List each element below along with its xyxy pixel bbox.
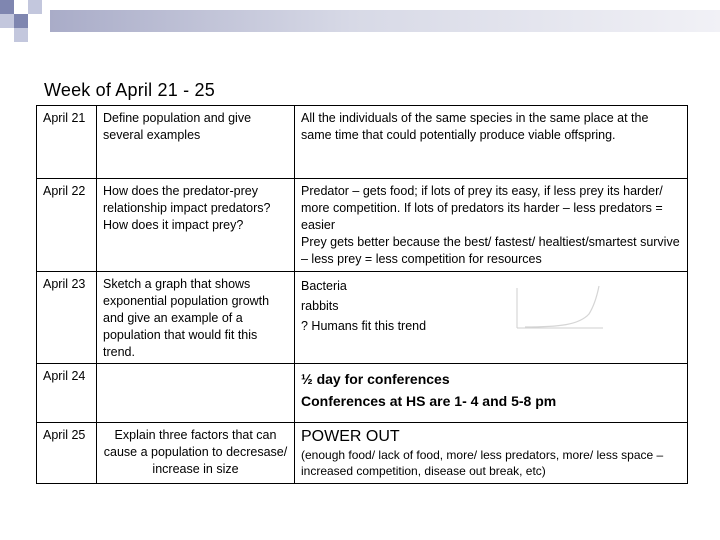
answer-cell <box>295 179 688 272</box>
answer-text: (enough food/ lack of food, more/ less predators, more/ less space – increased competition, disease out break, etc) <box>301 448 664 478</box>
table-row <box>37 179 688 272</box>
table-row <box>37 272 688 364</box>
date-cell: April 25 <box>37 423 97 484</box>
date-cell: April 24 <box>37 364 97 423</box>
header-decoration <box>0 0 720 50</box>
answer-text: All the individuals of the same species in the same place at the same time that could potentially produce viable offspring. <box>301 111 649 142</box>
answer-text: ? Humans fit this trend <box>301 319 427 333</box>
deco-square <box>14 0 28 14</box>
table-row <box>37 106 688 179</box>
deco-square <box>14 14 28 28</box>
date-cell: April 22 <box>37 179 97 272</box>
answer-heading: POWER OUT <box>301 428 400 445</box>
answer-cell <box>295 272 688 364</box>
lesson-plan-table <box>36 105 688 484</box>
answer-text: rabbits <box>301 299 339 313</box>
deco-square <box>28 0 42 14</box>
exponential-growth-sketch-icon <box>499 284 611 334</box>
answer-cell <box>295 364 688 423</box>
table-row <box>37 423 688 484</box>
answer-text: Predator – gets food; if lots of prey its easy, if less prey its harder/ more competition. If lots of predators its harder – less predators = easier <box>301 184 663 232</box>
answer-cell <box>295 106 688 179</box>
prompt-cell: Sketch a graph that shows exponential population growth and give an example of a population that would fit this trend. <box>97 272 295 364</box>
table-row <box>37 364 688 423</box>
title-bar-gradient <box>50 10 720 32</box>
deco-square <box>0 0 14 14</box>
answer-text: Bacteria <box>301 279 347 293</box>
page-title: Week of April 21 - 25 <box>44 80 215 100</box>
prompt-cell: Define population and give several examples <box>97 106 295 179</box>
date-cell: April 23 <box>37 272 97 364</box>
deco-square <box>0 14 14 28</box>
prompt-cell: How does the predator-prey relationship impact predators? How does it impact prey? <box>97 179 295 272</box>
deco-square <box>14 28 28 42</box>
answer-text: ½ day for conferences <box>301 371 450 387</box>
answer-cell <box>295 423 688 484</box>
answer-text: Prey gets better because the best/ fastest/ healtiest/smartest survive – less prey = less competition for resources <box>301 235 680 266</box>
prompt-cell <box>97 364 295 423</box>
date-cell: April 21 <box>37 106 97 179</box>
prompt-cell: Explain three factors that can cause a population to decresase/ increase in size <box>97 423 295 484</box>
answer-text: Conferences at HS are 1- 4 and 5-8 pm <box>301 393 557 409</box>
